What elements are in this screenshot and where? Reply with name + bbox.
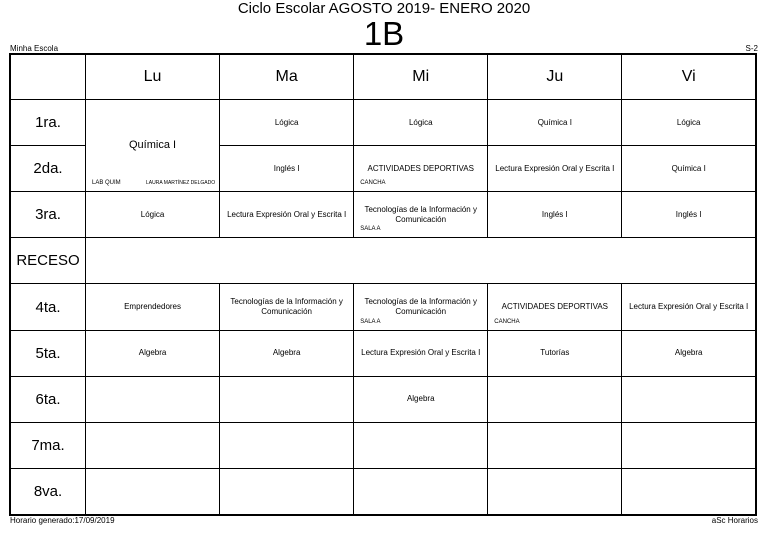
lesson-room: SALA A — [360, 226, 381, 233]
lesson-subject: Lógica — [274, 117, 299, 127]
lesson-cell[interactable] — [354, 376, 488, 422]
period-row-6 — [10, 376, 756, 422]
empty-cell[interactable] — [354, 422, 488, 468]
period-row-8 — [10, 468, 756, 515]
day-header-vi: Vi — [622, 54, 756, 100]
timetable-title: Ciclo Escolar AGOSTO 2019- ENERO 2020 — [237, 0, 531, 17]
lesson-cell[interactable] — [354, 284, 488, 330]
empty-cell[interactable] — [86, 376, 220, 422]
day-header-row — [10, 54, 756, 100]
period-label: 7ma. — [10, 422, 86, 468]
period-label: RECESO — [10, 238, 86, 284]
lesson-cell[interactable] — [86, 192, 220, 238]
lesson-cell[interactable] — [86, 330, 220, 376]
lesson-subject: Algebra — [406, 394, 435, 404]
lesson-subject: ACTIVIDADES DEPORTIVAS — [501, 302, 609, 312]
lesson-cell[interactable] — [488, 146, 622, 192]
lesson-subject: Lectura Expresión Oral y Escrita I — [495, 163, 615, 173]
break-cell — [86, 238, 757, 284]
lesson-subject: Algebra — [272, 348, 301, 358]
timetable-grid — [9, 53, 757, 516]
period-row-3 — [10, 192, 756, 238]
lesson-cell[interactable] — [622, 100, 756, 146]
period-label: 3ra. — [10, 192, 86, 238]
lesson-cell[interactable] — [354, 192, 488, 238]
break-row — [10, 238, 756, 284]
lesson-subject: Lógica — [140, 209, 165, 219]
empty-cell[interactable] — [488, 468, 622, 515]
period-row-5 — [10, 330, 756, 376]
empty-cell[interactable] — [622, 376, 756, 422]
period-label: 1ra. — [10, 100, 86, 146]
empty-cell[interactable] — [86, 422, 220, 468]
lesson-subject: Química I — [129, 139, 177, 152]
lesson-subject: Inglés I — [541, 209, 568, 219]
day-header-ma: Ma — [220, 54, 354, 100]
lesson-cell[interactable] — [220, 100, 354, 146]
empty-cell[interactable] — [220, 376, 354, 422]
period-label: 6ta. — [10, 376, 86, 422]
day-header-lu: Lu — [86, 54, 220, 100]
lesson-cell[interactable] — [622, 146, 756, 192]
empty-cell[interactable] — [622, 422, 756, 468]
lesson-subject: ACTIVIDADES DEPORTIVAS — [367, 163, 474, 173]
lesson-subject: Química I — [537, 117, 572, 127]
lesson-subject: Emprendedores — [124, 302, 181, 312]
empty-cell[interactable] — [220, 422, 354, 468]
empty-cell[interactable] — [220, 468, 354, 515]
empty-cell[interactable] — [488, 376, 622, 422]
lesson-cell[interactable] — [354, 330, 488, 376]
lesson-cell[interactable] — [220, 330, 354, 376]
lesson-cell[interactable] — [488, 330, 622, 376]
lesson-cell[interactable] — [622, 284, 756, 330]
lesson-subject: Lógica — [408, 117, 433, 127]
lesson-cell[interactable] — [488, 100, 622, 146]
lesson-cell[interactable] — [354, 100, 488, 146]
lesson-subject: Tutorías — [540, 348, 570, 358]
lesson-subject: Algebra — [674, 348, 703, 358]
lesson-subject: Química I — [671, 163, 706, 173]
lesson-cell[interactable] — [622, 192, 756, 238]
day-header-mi: Mi — [354, 54, 488, 100]
empty-cell[interactable] — [86, 468, 220, 515]
lesson-cell[interactable] — [354, 146, 488, 192]
period-label: 4ta. — [10, 284, 86, 330]
software-credit: aSc Horarios — [711, 516, 758, 525]
lesson-room: LAB QUIM — [92, 180, 121, 187]
lesson-cell[interactable] — [220, 192, 354, 238]
lesson-cell[interactable] — [220, 146, 354, 192]
lesson-room: SALA A — [360, 318, 381, 325]
lesson-subject: Lectura Expresión Oral y Escrita I — [227, 209, 347, 219]
lesson-subject: Tecnologías de la Información y Comunicación — [364, 204, 477, 224]
period-label: 2da. — [10, 146, 86, 192]
empty-cell[interactable] — [488, 422, 622, 468]
lesson-cell[interactable] — [488, 284, 622, 330]
period-row-1 — [10, 100, 756, 146]
day-header-ju: Ju — [488, 54, 622, 100]
lesson-cell[interactable] — [86, 284, 220, 330]
period-row-4 — [10, 284, 756, 330]
period-label: 5ta. — [10, 330, 86, 376]
lesson-room: CANCHA — [360, 180, 386, 187]
lesson-cell[interactable] — [86, 100, 220, 192]
lesson-cell[interactable] — [220, 284, 354, 330]
lesson-subject: Tecnologías de la Información y Comunicación — [230, 297, 343, 317]
period-label: 8va. — [10, 468, 86, 515]
corner-cell — [10, 54, 86, 100]
lesson-subject: Lectura Expresión Oral y Escrita I — [361, 348, 481, 358]
period-row-7 — [10, 422, 756, 468]
lesson-subject: Lectura Expresión Oral y Escrita I — [629, 302, 749, 312]
lesson-subject: Inglés I — [675, 209, 702, 219]
lesson-subject: Algebra — [138, 348, 167, 358]
lesson-subject: Lógica — [676, 117, 701, 127]
empty-cell[interactable] — [622, 468, 756, 515]
lesson-cell[interactable] — [622, 330, 756, 376]
lesson-subject: Inglés I — [273, 163, 300, 173]
lesson-subject: Tecnologías de la Información y Comunicación — [364, 297, 477, 317]
empty-cell[interactable] — [354, 468, 488, 515]
school-name: Minha Escola — [10, 44, 59, 53]
class-name: 1B — [363, 15, 405, 52]
generated-date: Horario generado:17/09/2019 — [10, 516, 115, 525]
lesson-teacher: LAURA MARTÍNEZ DELGADO — [146, 180, 216, 187]
page-code: S-2 — [745, 44, 758, 53]
lesson-room: CANCHA — [494, 318, 520, 325]
lesson-cell[interactable] — [488, 192, 622, 238]
